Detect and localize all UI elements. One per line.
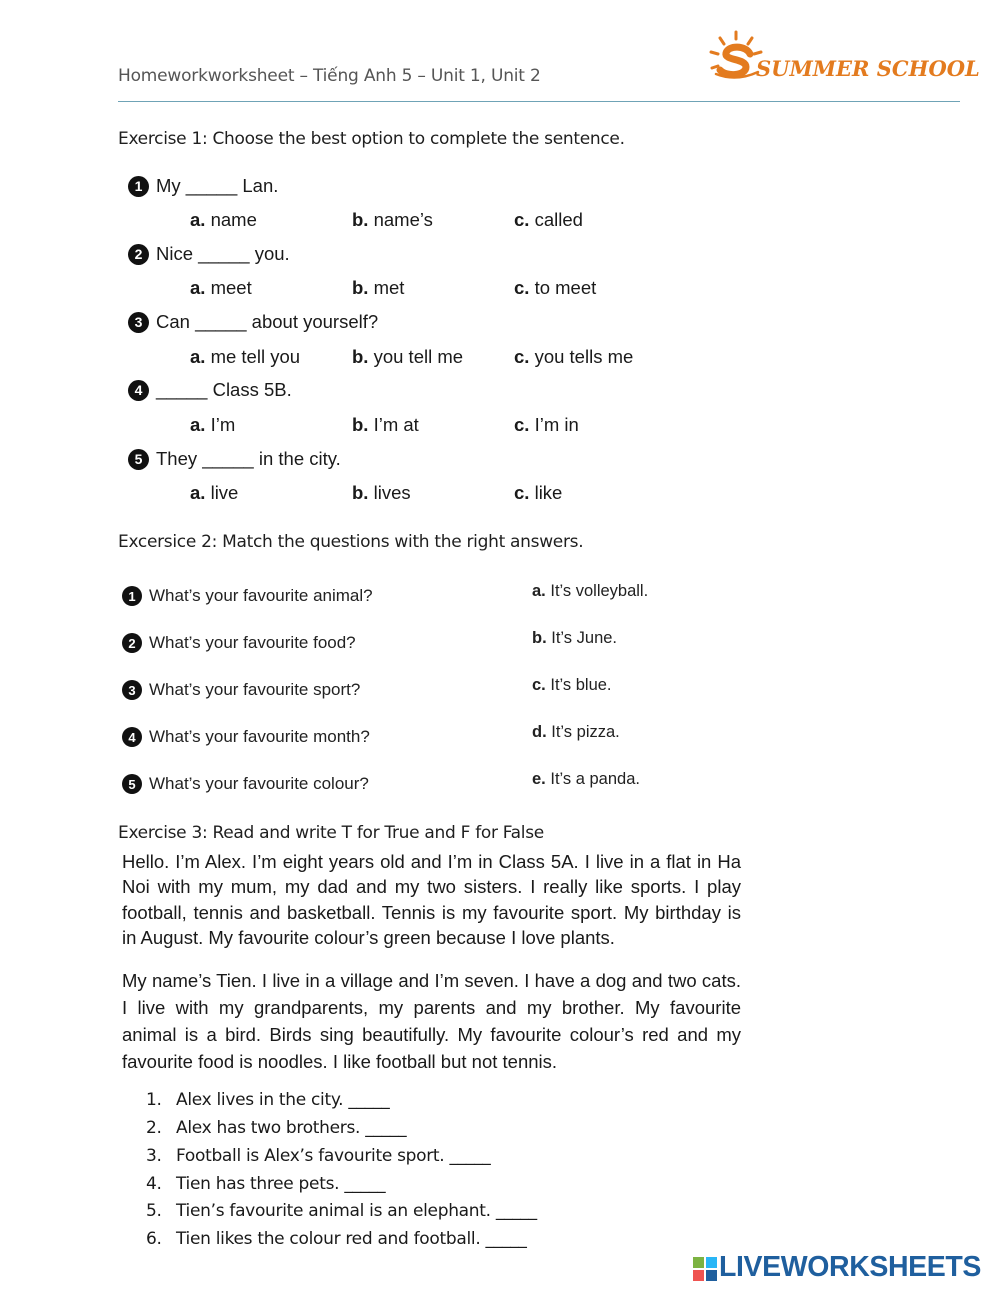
question-number-badge: 1: [128, 176, 149, 197]
option-text: me tell you: [210, 346, 301, 367]
answer-option-c[interactable]: [514, 414, 579, 436]
statement-number: 4.: [146, 1174, 162, 1194]
match-question-text: What’s your favourite colour?: [149, 774, 369, 793]
answer-option-c[interactable]: [514, 346, 633, 368]
option-text: name’s: [373, 209, 433, 230]
option-letter: c.: [514, 482, 530, 503]
option-text: I’m in: [534, 414, 579, 435]
statement-text[interactable]: Tien likes the colour red and football. _____: [176, 1229, 527, 1249]
question-number-badge: 4: [122, 727, 142, 747]
answer-option-b[interactable]: [352, 209, 433, 231]
option-text: I’m at: [373, 414, 419, 435]
option-letter: a.: [190, 414, 206, 435]
option-text: you tells me: [534, 346, 634, 367]
answer-text: It’s June.: [551, 629, 617, 647]
answer-option-a[interactable]: [190, 277, 252, 299]
question-text: They _____ in the city.: [156, 448, 341, 469]
option-text: name: [210, 209, 257, 230]
match-answer[interactable]: [532, 723, 620, 742]
statement-text[interactable]: Football is Alex’s favourite sport. _____: [176, 1146, 491, 1166]
question-text: Can _____ about yourself?: [156, 311, 379, 332]
match-question: [122, 680, 360, 700]
summer-school-logo: [706, 28, 980, 88]
answer-text: It’s blue.: [550, 676, 612, 694]
option-text: to meet: [534, 277, 597, 298]
option-letter: a.: [190, 209, 206, 230]
liveworksheets-wordmark: LIVEWORKSHEETS: [719, 1251, 982, 1283]
option-letter: a.: [190, 482, 206, 503]
statement-number: 5.: [146, 1201, 162, 1221]
option-text: you tell me: [373, 346, 464, 367]
exercise1-title: Exercise 1: Choose the best option to complete the sentence.: [118, 129, 625, 149]
answer-option-a[interactable]: [190, 346, 300, 368]
exercise1-question: [128, 448, 341, 470]
match-answer[interactable]: [532, 676, 612, 695]
match-question-text: What’s your favourite sport?: [149, 680, 361, 699]
true-false-statement: [146, 1201, 537, 1221]
exercise3-title: Exercise 3: Read and write T for True and F for False: [118, 823, 544, 843]
match-answer[interactable]: [532, 582, 648, 601]
option-text: called: [534, 209, 583, 230]
statement-number: 2.: [146, 1118, 162, 1138]
option-text: lives: [373, 482, 411, 503]
answer-letter: d.: [532, 723, 547, 741]
answer-text: It’s volleyball.: [550, 582, 649, 600]
answer-text: It’s pizza.: [551, 723, 620, 741]
answer-option-b[interactable]: [352, 277, 404, 299]
answer-option-b[interactable]: [352, 482, 411, 504]
question-number-badge: 5: [122, 774, 142, 794]
question-text: Nice _____ you.: [156, 243, 290, 264]
worksheet-title: Homeworkworksheet – Tiếng Anh 5 – Unit 1, Unit 2: [118, 66, 541, 86]
option-letter: b.: [352, 346, 369, 367]
answer-option-c[interactable]: [514, 482, 562, 504]
liveworksheets-icon: [693, 1257, 717, 1281]
option-text: I’m: [210, 414, 236, 435]
statement-number: 3.: [146, 1146, 162, 1166]
answer-letter: b.: [532, 629, 547, 647]
match-answer[interactable]: [532, 629, 617, 648]
question-number-badge: 3: [128, 312, 149, 333]
reading-paragraph-tien: My name’s Tien. I live in a village and I’m seven. I have a dog and two cats. I live with my grandparents, my parents and my brother. My favourite animal is a bird. Birds sing beautifully. My favourite colour’s red and my favourite food is noodles. I like football but not tennis.: [122, 970, 741, 1072]
match-question: [122, 727, 370, 747]
option-letter: b.: [352, 414, 369, 435]
option-letter: a.: [190, 346, 206, 367]
answer-option-a[interactable]: [190, 209, 257, 231]
question-number-badge: 2: [122, 633, 142, 653]
answer-text: It’s a panda.: [550, 770, 640, 788]
exercise1-question: [128, 175, 278, 197]
question-number-badge: 1: [122, 586, 142, 606]
question-text: _____ Class 5B.: [156, 379, 292, 400]
statement-text[interactable]: Alex lives in the city. _____: [176, 1090, 390, 1110]
option-letter: a.: [190, 277, 206, 298]
option-letter: c.: [514, 209, 530, 230]
true-false-statement: [146, 1090, 389, 1110]
statement-text[interactable]: Tien’s favourite animal is an elephant. _____: [176, 1201, 537, 1221]
option-text: live: [210, 482, 239, 503]
option-letter: b.: [352, 277, 369, 298]
option-text: like: [534, 482, 563, 503]
answer-letter: a.: [532, 582, 546, 600]
statement-text[interactable]: Tien has three pets. _____: [176, 1174, 386, 1194]
statement-text[interactable]: Alex has two brothers. _____: [176, 1118, 407, 1138]
match-question-text: What’s your favourite month?: [149, 727, 370, 746]
exercise2-title: Excersice 2: Match the questions with the right answers.: [118, 532, 584, 552]
true-false-statement: [146, 1174, 385, 1194]
option-letter: c.: [514, 414, 530, 435]
logo-text: SUMMER SCHOOL: [756, 56, 980, 81]
question-number-badge: 2: [128, 244, 149, 265]
match-question-text: What’s your favourite food?: [149, 633, 356, 652]
statement-number: 6.: [146, 1229, 162, 1249]
question-number-badge: 4: [128, 380, 149, 401]
true-false-statement: [146, 1146, 491, 1166]
liveworksheets-logo: [693, 1252, 993, 1286]
option-letter: b.: [352, 209, 369, 230]
answer-option-b[interactable]: [352, 346, 463, 368]
question-text: My _____ Lan.: [156, 175, 279, 196]
header-divider: [118, 101, 960, 102]
answer-option-c[interactable]: [514, 277, 596, 299]
match-question-text: What’s your favourite animal?: [149, 586, 373, 605]
answer-option-c[interactable]: [514, 209, 583, 231]
option-letter: c.: [514, 346, 530, 367]
answer-option-b[interactable]: [352, 414, 419, 436]
option-text: meet: [210, 277, 252, 298]
true-false-statement: [146, 1118, 406, 1138]
exercise1-question: [128, 379, 292, 401]
statement-number: 1.: [146, 1090, 162, 1110]
exercise1-question: [128, 243, 290, 265]
true-false-statement: [146, 1229, 527, 1249]
answer-letter: e.: [532, 770, 546, 788]
question-number-badge: 3: [122, 680, 142, 700]
match-question: [122, 586, 373, 606]
option-letter: c.: [514, 277, 530, 298]
match-question: [122, 633, 356, 653]
match-question: [122, 774, 369, 794]
option-letter: b.: [352, 482, 369, 503]
option-text: met: [373, 277, 405, 298]
match-answer[interactable]: [532, 770, 640, 789]
reading-paragraph-alex: Hello. I’m Alex. I’m eight years old and I’m in Class 5A. I live in a flat in Ha Noi with my mum, my dad and my two sisters. I really like sports. I play football, tennis and basketball. Tennis is my favourite sport. My birthday is in August. My favourite colour’s green because I love plants.: [122, 851, 741, 948]
question-number-badge: 5: [128, 449, 149, 470]
exercise1-question: [128, 311, 378, 333]
answer-option-a[interactable]: [190, 482, 238, 504]
answer-option-a[interactable]: [190, 414, 235, 436]
answer-letter: c.: [532, 676, 546, 694]
